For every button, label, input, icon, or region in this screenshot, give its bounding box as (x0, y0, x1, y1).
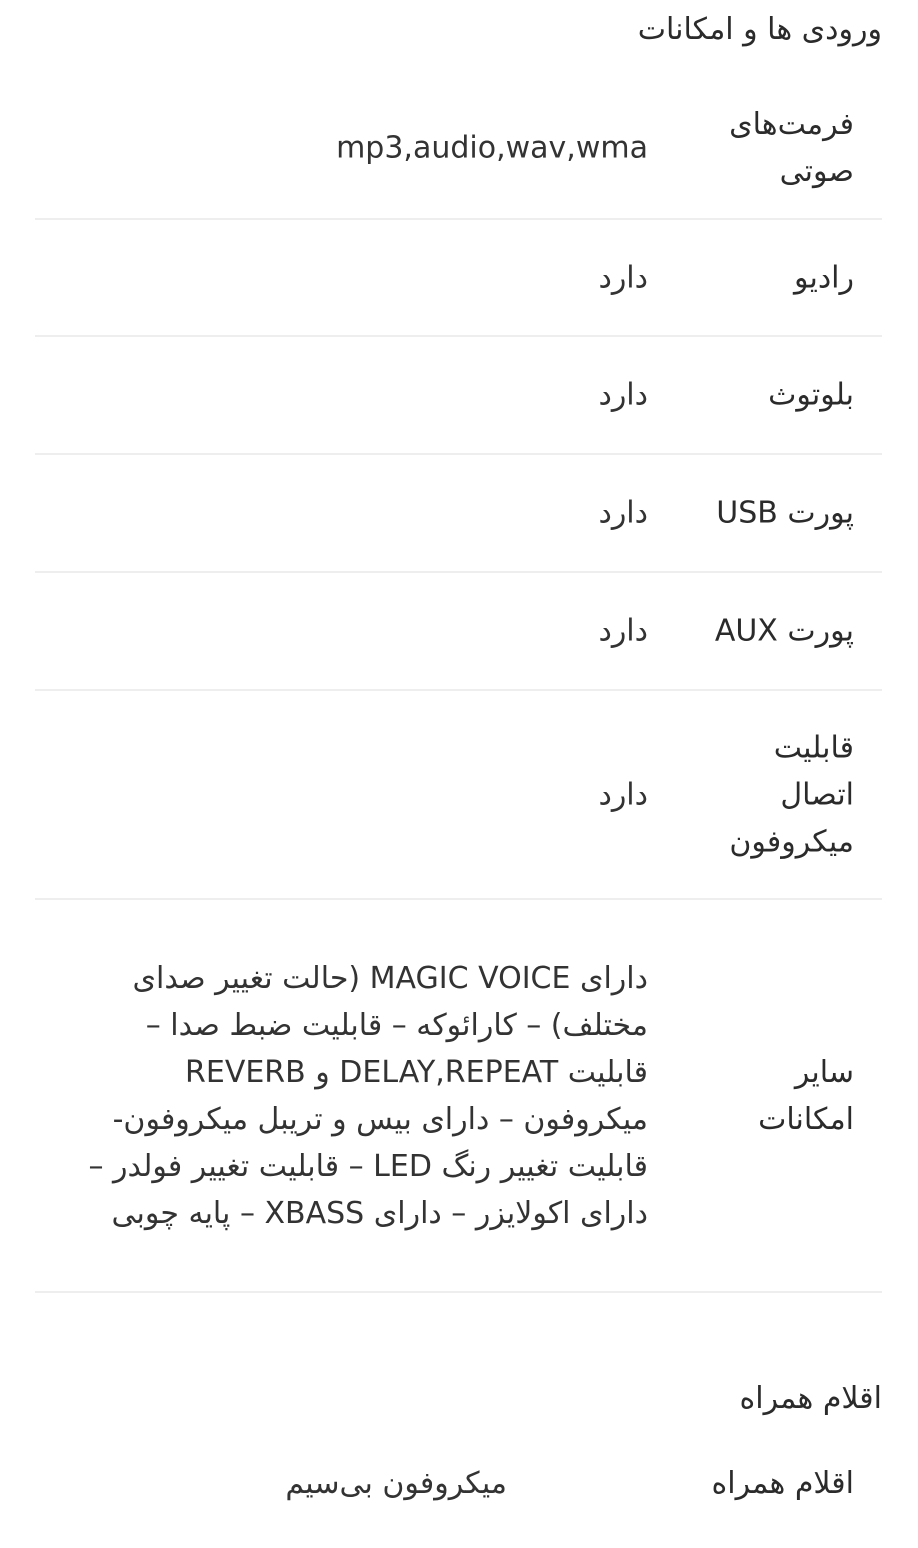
spec-row-radio (35, 220, 882, 337)
spec-value-bluetooth: دارد (598, 377, 648, 413)
spec-row-included-items (35, 1448, 882, 1548)
spec-key-audio-formats: فرمت‌های صوتی (729, 107, 854, 189)
spec-row-audio-formats (35, 78, 882, 220)
spec-value-other-features: دارای MAGIC VOICE (حالت تغییر صدای مختلف) – کارائوکه – قابلیت ضبط صدا – قابلیت DELAY,REPEAT و REVERB میکروفون – دارای بیس و تریبل میکروفون-قابلیت تغییر رنگ LED – قابلیت تغییر فولدر – دارای اکولایزر – دارای XBASS – پایه چوبی (88, 960, 648, 1231)
section-title-included-items: اقلام همراه (739, 1381, 882, 1416)
spec-row-microphone-connection (35, 691, 882, 900)
spec-value-audio-formats: mp3,audio,wav,wma (336, 130, 648, 166)
spec-value-radio: دارد (598, 260, 648, 295)
spec-row-other-features (35, 900, 882, 1293)
spec-key-other-features: سایر امکانات (758, 1054, 854, 1137)
spec-row-bluetooth (35, 337, 882, 455)
spec-key-microphone-connection: قابلیت اتصال میکروفون (729, 730, 854, 859)
spec-key-radio: رادیو (793, 260, 854, 295)
spec-key-usb-port: پورت USB (716, 495, 854, 531)
spec-value-microphone-connection: دارد (598, 777, 648, 812)
spec-key-aux-port: پورت AUX (714, 613, 854, 649)
spec-row-aux-port (35, 573, 882, 691)
section-title-inputs-features: ورودی ها و امکانات (637, 12, 882, 47)
spec-key-included-items: اقلام همراه (711, 1466, 854, 1501)
spec-value-usb-port: دارد (598, 495, 648, 531)
spec-value-aux-port: دارد (598, 613, 648, 649)
spec-row-usb-port (35, 455, 882, 573)
spec-key-bluetooth: بلوتوث (768, 377, 854, 413)
spec-value-included-items: میکروفون بی‌سیم (285, 1466, 507, 1501)
